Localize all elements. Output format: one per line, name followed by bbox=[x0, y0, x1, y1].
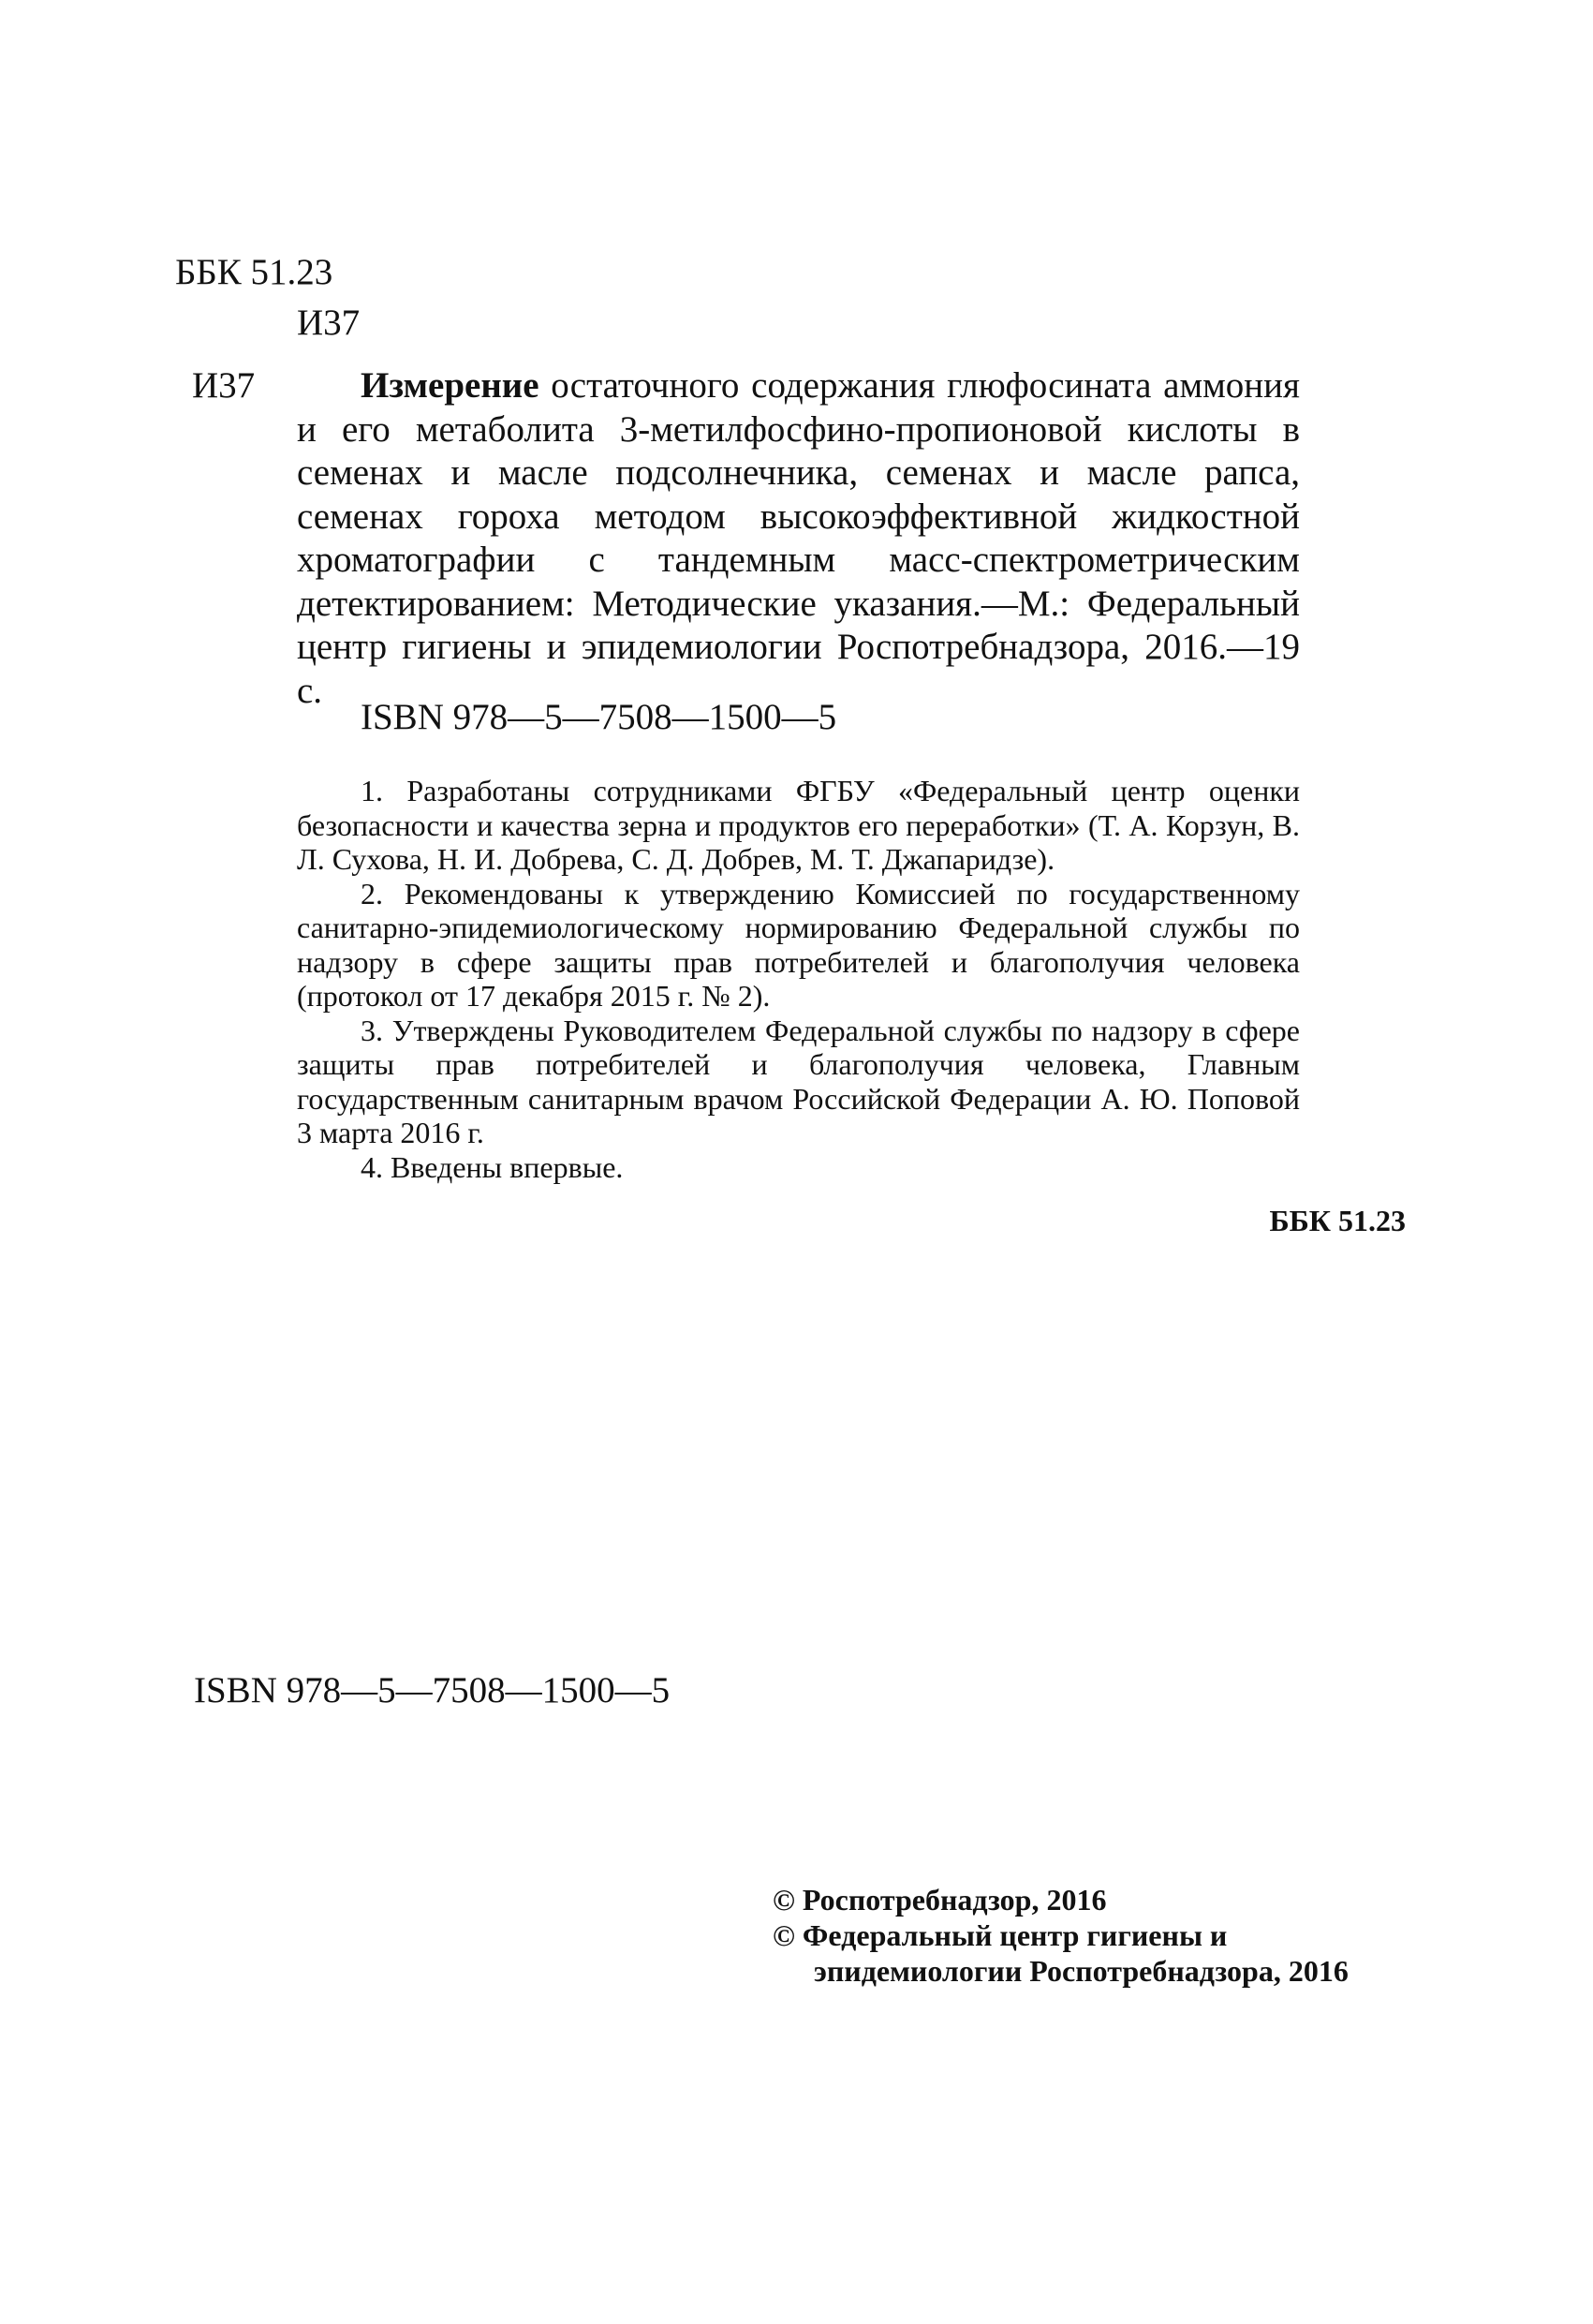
copyright-line: © Федеральный центр гигиены и bbox=[773, 1918, 1228, 1952]
bbk-index-top: ББК 51.23 bbox=[175, 252, 333, 292]
author-mark-left: И37 bbox=[192, 365, 256, 406]
annotation-text: остаточного содержания глюфосината аммония и его метаболита 3-метилфосфино-пропионовой кислоты в семенах и масле подсолнечника, семенах и масле рапса, семенах гороха методом высокоэффективной жидкостной хроматографии с тандемным масс-спектрометрическим детектированием: Методические указания.—М.: Федеральный центр гигиены и эпидемиологии Роспотребнадзора, 2016.—19 с. bbox=[297, 365, 1300, 711]
note-item: 3. Утверждены Руководителем Федеральной службы по надзору в сфере защиты прав потребителей и благополучия человека, Главным государственным санитарным врачом Российской Федерации А. Ю. Поповой 3 марта 2016 г. bbox=[297, 1013, 1300, 1149]
note-item: 4. Введены впервые. bbox=[361, 1149, 624, 1184]
note-item: 1. Разработаны сотрудниками ФГБУ «Федеральный центр оценки безопасности и качества зерна и продуктов его переработки» (Т. А. Корзун, В. Л. Сухова, Н. И. Добрева, С. Д. Добрев, М. Т. Джапаридзе). bbox=[297, 774, 1300, 876]
annotation-title-word: Измерение bbox=[361, 365, 539, 406]
publication-notes bbox=[297, 774, 1300, 1184]
copyright-line: эпидемиологии Роспотребнадзора, 2016 bbox=[814, 1954, 1349, 1988]
note-item: 2. Рекомендованы к утверждению Комиссией по государственному санитарно-эпидемиологическому нормированию Федеральной службы по надзору в сфере защиты прав потребителей и благополучия человека (протокол от 17 декабря 2015 г. № 2). bbox=[297, 876, 1300, 1013]
isbn-middle: ISBN 978—5—7508—1500—5 bbox=[361, 697, 837, 737]
bibliographic-annotation bbox=[297, 364, 1300, 713]
author-mark-top: И37 bbox=[297, 303, 361, 343]
copyright-line: © Роспотребнадзор, 2016 bbox=[773, 1883, 1107, 1917]
copyright-block bbox=[773, 1882, 1349, 1989]
isbn-bottom: ISBN 978—5—7508—1500—5 bbox=[194, 1670, 671, 1710]
bbk-index-right: ББК 51.23 bbox=[1269, 1204, 1406, 1237]
